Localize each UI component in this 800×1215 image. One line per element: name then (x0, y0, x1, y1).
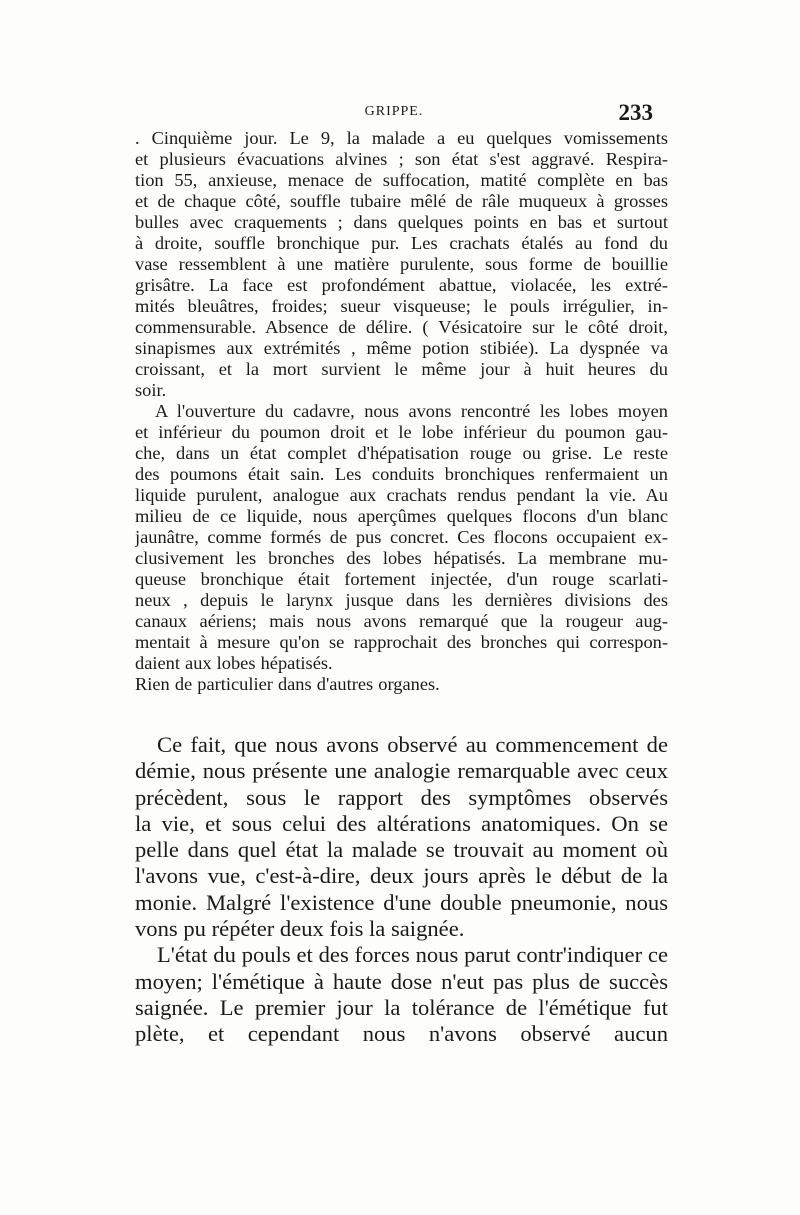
text-line: clusivement les bronches des lobes hépatisés. La membrane mu- (135, 548, 668, 568)
text-line: . Cinquième jour. Le 9, la malade a eu quelques vomissements (135, 128, 668, 148)
text-line: vons pu répéter deux fois la saignée. (135, 916, 465, 942)
text-line: daient aux lobes hépatisés. (135, 653, 333, 673)
text-line: neux , depuis le larynx jusque dans les dernières divisions des (135, 590, 668, 610)
small-text-section (135, 128, 668, 695)
text-line: précèdent, sous le rapport des symptômes observés (135, 784, 668, 810)
text-line: sinapismes aux extrémités , même potion stibiée). La dyspnée va (135, 338, 668, 358)
text-line: l'avons vue, c'est-à-dire, deux jours après le début de la (135, 863, 668, 889)
text-line: monie. Malgré l'existence d'une double pneumonie, nous (135, 889, 668, 915)
text-line: plète, et cependant nous n'avons observé aucun (135, 1021, 668, 1047)
text-line: démie, nous présente une analogie remarquable avec ceux (135, 758, 668, 784)
text-line: bulles avec craquements ; dans quelques points en bas et surtout (135, 212, 668, 232)
text-line: Rien de particulier dans d'autres organes. (135, 674, 440, 694)
text-line: canaux aériens; mais nous avons remarqué que la rougeur aug- (135, 611, 668, 631)
text-line: et de chaque côté, souffle tubaire mêlé de râle muqueux à grosses (135, 191, 668, 211)
text-line: la vie, et sous celui des altérations anatomiques. On se (135, 810, 668, 836)
text-line: saignée. Le premier jour la tolérance de l'émétique fut (135, 994, 668, 1020)
text-line: mités bleuâtres, froides; sueur visqueuse; le pouls irrégulier, in- (135, 296, 668, 316)
text-line: jaunâtre, comme formés de pus concret. Ces flocons occupaient ex- (135, 527, 668, 547)
text-line: L'état du pouls et des forces nous parut contr'indiquer ce (157, 942, 668, 968)
text-line: Ce fait, que nous avons observé au commencement de (157, 732, 668, 757)
text-line: à droite, souffle bronchique pur. Les crachats étalés au fond du (135, 233, 668, 253)
text-line: liquide purulent, analogue aux crachats rendus pendant la vie. Au (135, 485, 668, 505)
text-line: des poumons était sain. Les conduits bronchiques renfermaient un (135, 464, 668, 484)
running-head: GRIPPE. (364, 104, 424, 119)
large-text-section (135, 732, 668, 1048)
page-header (135, 100, 653, 124)
text-line: grisâtre. La face est profondément abattue, violacée, les extré- (135, 275, 668, 295)
text-line: mentait à mesure qu'on se rapprochait des bronches qui correspon- (135, 632, 668, 652)
text-line: tion 55, anxieuse, menace de suffocation, matité complète en bas (135, 170, 668, 190)
text-line: vase ressemblent à une matière purulente, sous forme de bouillie (135, 254, 668, 274)
text-line: croissant, et la mort survient le même jour à huit heures du (135, 359, 668, 379)
text-line: et inférieur du poumon droit et le lobe inférieur du poumon gau- (135, 422, 668, 442)
text-line: soir. (135, 380, 167, 400)
text-line: et plusieurs évacuations alvines ; son état s'est aggravé. Respira- (135, 149, 668, 169)
text-line: A l'ouverture du cadavre, nous avons rencontré les lobes moyen (155, 401, 668, 421)
text-line: pelle dans quel état la malade se trouvait au moment où (135, 837, 668, 863)
text-line: che, dans un état complet d'hépatisation rouge ou grise. Le reste (135, 443, 668, 463)
text-line: commensurable. Absence de délire. ( Vésicatoire sur le côté droit, (135, 317, 668, 337)
text-line: milieu de ce liquide, nous aperçûmes quelques flocons d'un blanc (135, 506, 668, 526)
text-line: moyen; l'émétique à haute dose n'eut pas plus de succès (135, 968, 668, 994)
text-line: queuse bronchique était fortement injectée, d'un rouge scarlati- (135, 569, 668, 589)
page-number: 233 (618, 100, 653, 125)
